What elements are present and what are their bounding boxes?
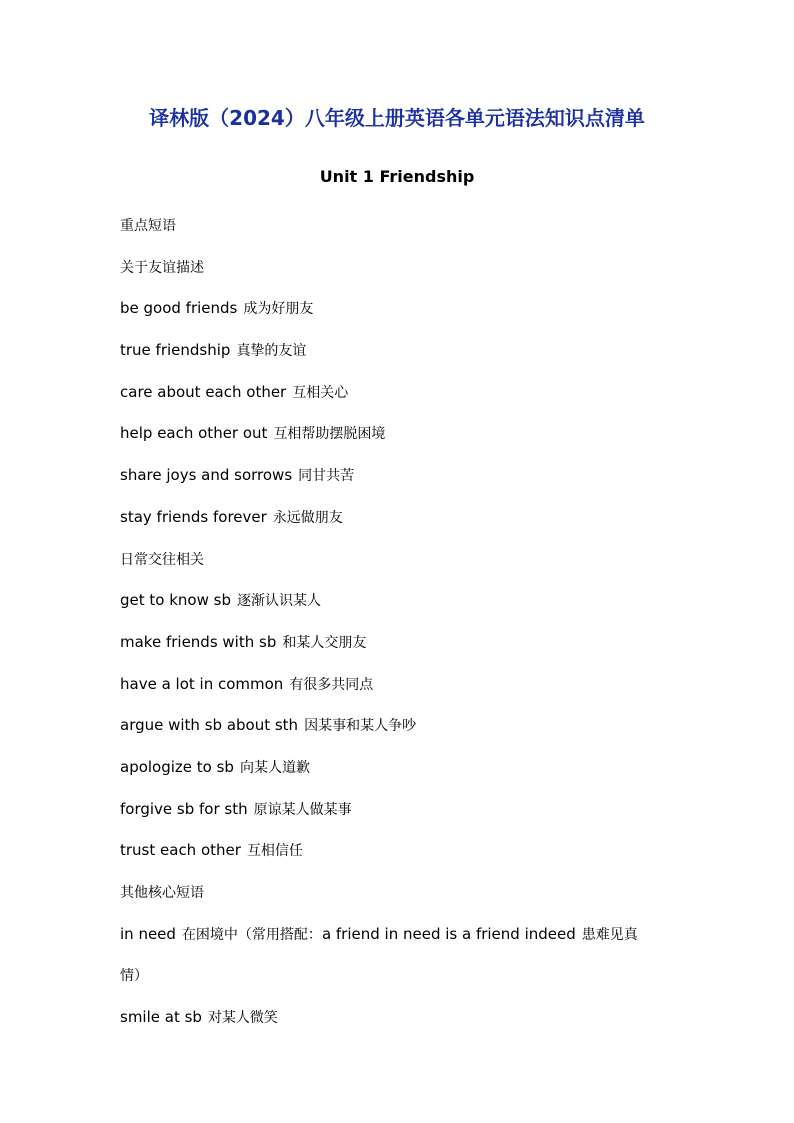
phrase-en: forgive sb for sth bbox=[120, 799, 248, 818]
phrase-zh: 互相关心 bbox=[292, 384, 349, 401]
phrase-item-continuation: 情） bbox=[120, 968, 148, 985]
phrase-list bbox=[120, 205, 690, 1039]
phrase-zh: 互相信任 bbox=[246, 843, 303, 860]
phrase-en: care about each other bbox=[120, 382, 287, 401]
phrase-item bbox=[120, 330, 690, 372]
phrase-example-en: a friend in need is a friend indeed bbox=[321, 924, 576, 943]
phrase-zh: 同甘共苦 bbox=[298, 468, 355, 485]
phrase-en: share joys and sorrows bbox=[120, 466, 293, 485]
phrase-zh: 和某人交朋友 bbox=[282, 634, 367, 651]
phrase-item bbox=[120, 622, 690, 664]
phrase-en: in need bbox=[120, 924, 176, 943]
phrase-zh: 互相帮助摆脱困境 bbox=[273, 426, 386, 443]
phrase-item bbox=[120, 789, 690, 831]
section-heading-friendship-description: 关于友谊描述 bbox=[120, 259, 204, 276]
phrase-item bbox=[120, 413, 690, 455]
phrase-item bbox=[120, 497, 690, 539]
section-heading-key-phrases: 重点短语 bbox=[120, 218, 176, 234]
phrase-zh: 向某人道歉 bbox=[239, 759, 310, 776]
phrase-zh: 逐渐认识某人 bbox=[236, 593, 321, 610]
phrase-item bbox=[120, 455, 690, 497]
phrase-en: make friends with sb bbox=[120, 632, 277, 651]
phrase-item bbox=[120, 580, 690, 622]
phrase-en: have a lot in common bbox=[120, 674, 284, 693]
phrase-zh: 因某事和某人争吵 bbox=[304, 718, 417, 735]
phrase-zh: 真挚的友谊 bbox=[236, 343, 307, 360]
phrase-item bbox=[120, 372, 690, 414]
phrase-en: trust each other bbox=[120, 841, 241, 860]
phrase-en: be good friends bbox=[120, 299, 238, 318]
phrase-item bbox=[120, 705, 690, 747]
document-title: 译林版（2024）八年级上册英语各单元语法知识点清单 bbox=[149, 106, 645, 130]
unit-heading: Unit 1 Friendship bbox=[319, 167, 475, 186]
phrase-en: argue with sb about sth bbox=[120, 716, 299, 735]
phrase-example-zh: 患难见真 bbox=[581, 926, 638, 943]
section-heading-other-core: 其他核心短语 bbox=[120, 885, 204, 901]
phrase-item bbox=[120, 914, 690, 956]
phrase-en: stay friends forever bbox=[120, 507, 267, 526]
phrase-zh: 在困境中（常用搭配： bbox=[181, 926, 322, 943]
phrase-item bbox=[120, 830, 690, 872]
phrase-en: smile at sb bbox=[120, 1008, 202, 1027]
phrase-zh: 原谅某人做某事 bbox=[253, 801, 352, 818]
phrase-item bbox=[120, 664, 690, 706]
phrase-item bbox=[120, 997, 690, 1039]
phrase-zh: 永远做朋友 bbox=[272, 509, 343, 526]
phrase-item bbox=[120, 747, 690, 789]
phrase-en: get to know sb bbox=[120, 591, 231, 610]
phrase-zh: 对某人微笑 bbox=[207, 1010, 278, 1027]
section-heading-daily-interaction: 日常交往相关 bbox=[120, 551, 204, 568]
phrase-item bbox=[120, 288, 690, 330]
phrase-en: help each other out bbox=[120, 424, 268, 443]
phrase-en: apologize to sb bbox=[120, 757, 234, 776]
phrase-zh: 有很多共同点 bbox=[289, 676, 374, 693]
phrase-zh: 成为好朋友 bbox=[243, 301, 314, 318]
phrase-en: true friendship bbox=[120, 341, 231, 360]
